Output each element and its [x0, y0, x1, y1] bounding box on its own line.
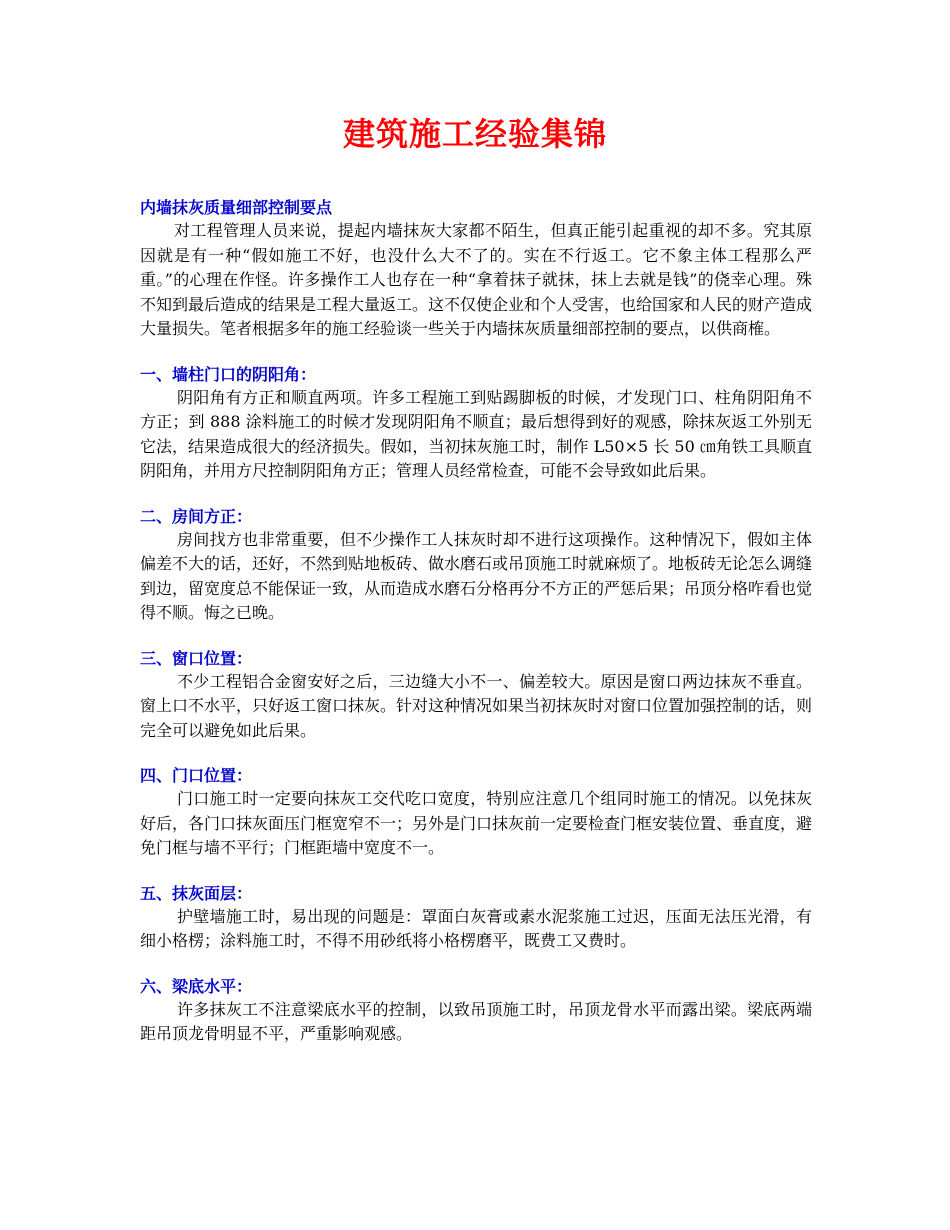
section-heading: 三、窗口位置：: [140, 648, 253, 668]
section-heading: 六、梁底水平：: [140, 976, 253, 996]
section-paragraph: 门口施工时一定要向抹灰工交代吃口宽度，特别应注意几个组同时施工的情况。以免抹灰好后，各门口抹灰面压门框宽窄不一；另外是门口抹灰前一定要检查门框安装位置、垂直度，避免门框与墙不平行；门框距墙中宽度不一。: [140, 789, 813, 857]
section-heading: 四、门口位置：: [140, 766, 253, 785]
section-paragraph: 对工程管理人员来说，提起内墙抹灰大家都不陌生，但真正能引起重视的却不多。究其原因就是有一种“假如施工不好，也没什么大不了的。实在不行返工。它不象主体工程那么严重。”的心理在作怪。许多操作工人也存在一种“拿着抹子就抹，抹上去就是钱”的侥幸心理。殊不知到最后造成的结果是工程大量返工。这不仅使企业和个人受害，也给国家和人民的财产造成大量损失。笔者根据多年的施工经验谈一些关于内墙抹灰质量细部控制的要点，以供商榷。: [140, 221, 813, 338]
section-paragraph: 护壁墙施工时，易出现的问题是：罩面白灰膏或素水泥浆施工过迟，压面无法压光滑，有细小格楞；涂料施工时，不得不用砂纸将小格楞磨平，既费工又费时。: [140, 906, 812, 950]
section-6: [140, 975, 812, 1047]
section-paragraph: 阴阳角有方正和顺直两项。许多工程施工到贴踢脚板的时候，才发现门口、柱角阴阳角不方正；到 888 涂料施工的时候才发现阴阳角不顺直；最后想得到好的观感，除抹灰返工外别无它法，结果造成很大的经济损失。假如，当初抹灰施工时，制作 L50×5 长 50 ㎝角铁工具顺直阴阳角，并用方尺控制阴阳角方正；管理人员经常检查，可能不会导致如此后果。: [140, 387, 812, 480]
section-1: [140, 363, 812, 484]
document-title: 建筑施工经验集锦: [342, 115, 607, 153]
section-3: [140, 647, 812, 744]
document-body: [140, 196, 812, 1068]
section-2: [140, 505, 812, 626]
section-4: [140, 764, 812, 861]
section-heading: 二、房间方正：: [140, 506, 253, 526]
section-paragraph: 许多抹灰工不注意梁底水平的控制，以致吊顶施工时，吊顶龙骨水平而露出梁。梁底两端距吊顶龙骨明显不平，严重影响观感。: [140, 999, 812, 1043]
section-heading: 五、抹灰面层：: [140, 883, 253, 903]
section-intro: [140, 196, 812, 342]
section-paragraph: 房间找方也非常重要，但不少操作工人抹灰时却不进行这项操作。这种情况下，假如主体偏差不大的话，还好，不然到贴地板砖、做水磨石或吊顶施工时就麻烦了。地板砖无论怎么调缝到边，留宽度总不能保证一致，从而造成水磨石分格再分不方正的严惩后果；吊顶分格咋看也觉得不顺。悔之已晚。: [140, 529, 813, 622]
section-heading: 内墙抹灰质量细部控制要点: [140, 198, 333, 217]
section-paragraph: 不少工程铝合金窗安好之后，三边缝大小不一、偏差较大。原因是窗口两边抹灰不垂直。窗上口不水平，只好返工窗口抹灰。针对这种情况如果当初抹灰时对窗口位置加强控制的话，则完全可以避免如此后果。: [140, 671, 813, 740]
section-5: [140, 882, 812, 954]
section-heading: 一、墙柱门口的阴阳角：: [140, 364, 317, 384]
